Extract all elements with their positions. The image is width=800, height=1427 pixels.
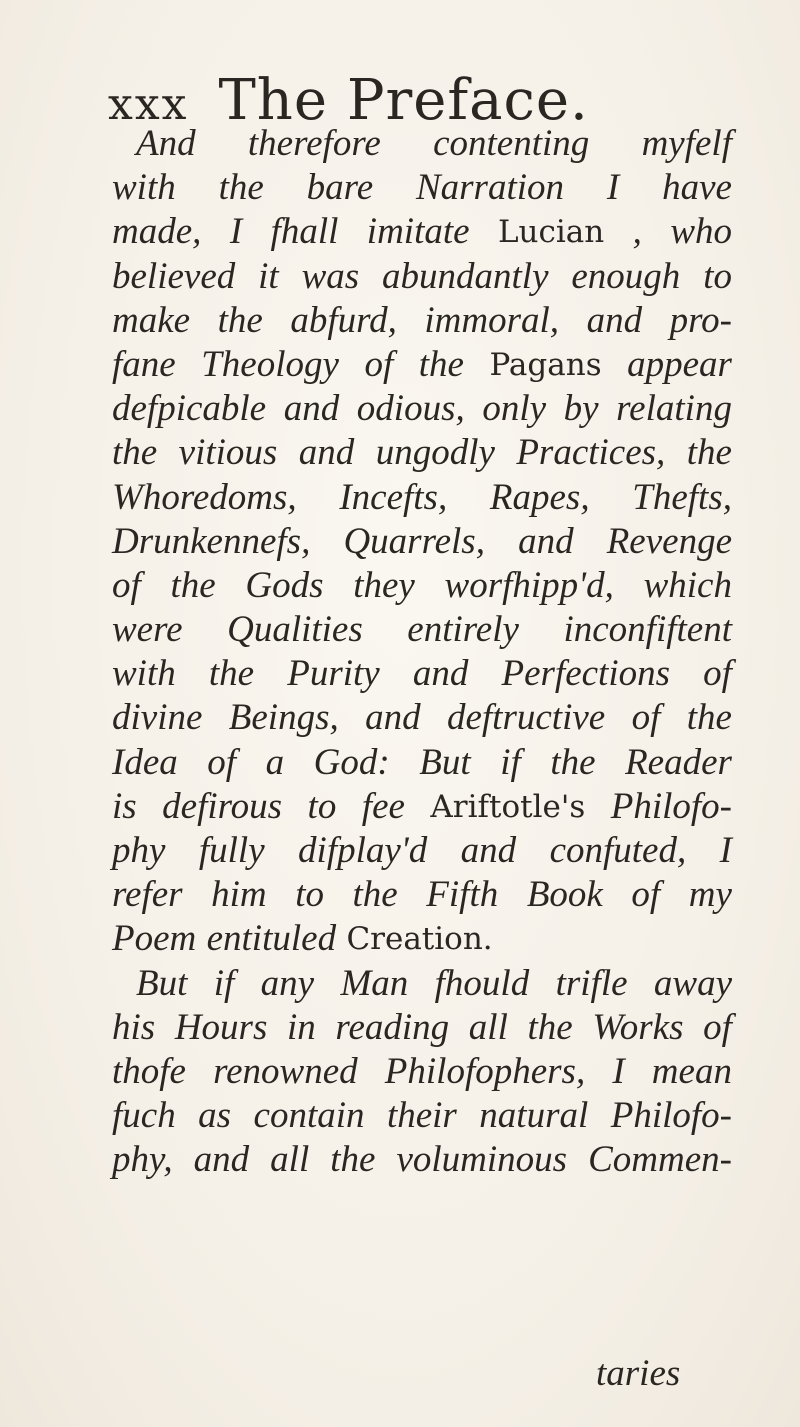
word: Man xyxy=(340,962,409,1004)
word: the xyxy=(330,1139,376,1181)
text-line xyxy=(112,431,732,475)
word: Ariftotle's xyxy=(430,788,586,825)
word: I xyxy=(606,167,620,209)
word: And xyxy=(136,123,196,164)
text-line xyxy=(112,255,732,299)
word: inconfiftent xyxy=(563,609,732,651)
word: abundantly xyxy=(382,255,549,297)
word: God: xyxy=(313,741,390,783)
word: worfhipp'd, xyxy=(444,564,614,606)
word: Quarrels, xyxy=(343,520,485,562)
word: bare xyxy=(306,167,374,209)
word: the xyxy=(686,697,732,739)
word: I xyxy=(612,1050,625,1092)
word: trifle xyxy=(555,962,628,1004)
word: imitate xyxy=(366,211,470,253)
word: Whoredoms, xyxy=(112,476,297,518)
word: if xyxy=(500,741,521,783)
word: Beings, xyxy=(228,697,339,739)
word: Rapes, xyxy=(489,476,590,518)
text-line xyxy=(112,696,732,740)
text-line xyxy=(112,1006,732,1050)
word: contain xyxy=(253,1095,365,1137)
word: and xyxy=(412,653,469,695)
word: their xyxy=(386,1095,457,1137)
word: in xyxy=(287,1006,316,1048)
word: my xyxy=(688,874,732,916)
text-line xyxy=(112,873,732,917)
word: of xyxy=(112,564,141,606)
word: appear xyxy=(627,343,732,385)
text-line xyxy=(112,1094,732,1138)
word: to xyxy=(703,255,732,297)
word: Creation. xyxy=(346,921,493,958)
word: to xyxy=(295,874,324,916)
word: all xyxy=(270,1139,310,1181)
word: Idea xyxy=(112,741,178,783)
word: it xyxy=(258,255,279,297)
word: abfurd, xyxy=(290,299,397,341)
word: Qualities xyxy=(227,609,363,651)
word: by xyxy=(563,388,599,430)
text-line xyxy=(112,917,732,961)
word: odious, xyxy=(356,388,465,430)
word: fhall xyxy=(270,211,339,253)
word: Revenge xyxy=(606,520,732,562)
text-line xyxy=(112,520,732,564)
word: the xyxy=(352,874,398,916)
word: the xyxy=(527,1006,573,1048)
word: is xyxy=(112,785,137,827)
word: him xyxy=(211,874,267,916)
word: away xyxy=(653,962,732,1004)
text-line xyxy=(112,829,732,873)
word: which xyxy=(643,564,732,606)
word: as xyxy=(198,1095,232,1137)
word: Works xyxy=(592,1006,684,1048)
word: immoral, xyxy=(424,299,560,341)
word: of xyxy=(631,874,661,916)
text-line xyxy=(112,210,732,254)
word: Practices, xyxy=(516,432,666,474)
word: But xyxy=(136,962,188,1004)
word: Theology xyxy=(201,343,339,385)
text-line xyxy=(112,1050,732,1094)
word: Hours xyxy=(174,1006,268,1048)
word: of xyxy=(364,343,394,385)
word: have xyxy=(662,167,732,209)
word: was xyxy=(301,255,360,297)
word: with xyxy=(112,167,176,209)
word: fhould xyxy=(434,962,530,1004)
word: phy xyxy=(112,830,166,871)
word: entirely xyxy=(407,609,519,651)
word: fee xyxy=(361,785,405,827)
page-number: xxx xyxy=(108,79,189,130)
word: of xyxy=(207,741,237,783)
running-title: The Preface. xyxy=(218,68,589,133)
word: defpicable xyxy=(112,388,267,430)
word: thofe xyxy=(112,1050,186,1092)
word: they xyxy=(353,564,415,606)
word: Thefts, xyxy=(632,476,732,518)
word: the xyxy=(418,343,464,385)
word: ungodly xyxy=(375,432,495,474)
word: renowned xyxy=(213,1050,358,1092)
word: Narration xyxy=(415,167,565,209)
word: of xyxy=(703,1006,732,1048)
text-line xyxy=(112,299,732,343)
word: refer xyxy=(112,874,183,916)
word: fuch xyxy=(112,1095,176,1137)
text-line xyxy=(112,608,732,652)
word: any xyxy=(260,962,315,1004)
word: phy, xyxy=(112,1139,173,1181)
catchword: taries xyxy=(596,1353,681,1394)
word: fully xyxy=(198,830,265,871)
word: a xyxy=(265,741,285,783)
word: Lucian xyxy=(497,214,605,251)
word: and xyxy=(283,388,340,430)
word: reading xyxy=(335,1006,450,1048)
word: and xyxy=(298,432,355,474)
word: and xyxy=(586,299,643,341)
word: I xyxy=(229,211,243,253)
text-line xyxy=(112,652,732,696)
word: Perfections xyxy=(501,653,671,695)
word: Drunkennefs, xyxy=(112,520,311,562)
word: of xyxy=(631,697,661,739)
word: Poem xyxy=(112,918,197,960)
word: Philofophers, xyxy=(384,1050,586,1092)
word: divine xyxy=(112,697,203,739)
word: Fifth xyxy=(426,874,499,916)
word: believed xyxy=(112,255,236,297)
word: Philofo- xyxy=(610,1095,732,1137)
word: and xyxy=(193,1139,250,1181)
word: relating xyxy=(616,388,732,430)
word: were xyxy=(112,609,183,651)
word: make xyxy=(112,299,191,341)
text-line xyxy=(112,476,732,520)
word: Gods xyxy=(245,564,324,606)
text-line xyxy=(112,741,732,785)
word: pro- xyxy=(669,299,732,341)
word: entituled xyxy=(206,918,337,960)
word: and xyxy=(518,520,574,562)
text-line xyxy=(112,343,732,387)
text-line xyxy=(112,564,732,608)
text-line xyxy=(112,166,732,210)
word: natural xyxy=(479,1095,589,1137)
text-line xyxy=(112,1138,732,1182)
word: Incefts, xyxy=(339,476,448,518)
word: , xyxy=(632,211,642,253)
word: and xyxy=(365,697,421,739)
word: the xyxy=(112,432,158,474)
word: fane xyxy=(112,343,176,385)
word: difplay'd xyxy=(298,830,428,871)
text-line xyxy=(112,122,732,166)
word: contenting xyxy=(433,123,590,164)
word: with xyxy=(112,653,176,695)
word: myfelf xyxy=(641,123,732,164)
word: Book xyxy=(526,874,603,916)
word: enough xyxy=(571,255,681,297)
word: if xyxy=(213,962,235,1004)
body-text xyxy=(112,122,732,1183)
word: of xyxy=(703,653,732,695)
word: Purity xyxy=(287,653,380,695)
word: But xyxy=(419,741,471,783)
word: voluminous xyxy=(396,1139,568,1181)
word: defirous xyxy=(162,785,283,827)
word: Pagans xyxy=(489,346,602,383)
word: the xyxy=(170,564,216,606)
word: the xyxy=(686,432,732,474)
word: the xyxy=(208,653,255,695)
word: Reader xyxy=(625,741,732,783)
word: the xyxy=(217,299,263,341)
word: Philofo- xyxy=(610,785,732,827)
word: Commen- xyxy=(588,1139,732,1181)
word: only xyxy=(482,388,547,430)
text-line xyxy=(112,387,732,431)
word: I xyxy=(719,830,732,871)
word: mean xyxy=(651,1050,732,1092)
word: therefore xyxy=(247,123,381,164)
word: vitious xyxy=(178,432,278,474)
word: deftructive xyxy=(446,697,606,739)
word: to xyxy=(307,785,337,827)
text-line xyxy=(112,785,732,829)
word: and xyxy=(460,830,517,871)
word: made, xyxy=(112,211,202,253)
word: who xyxy=(670,211,732,253)
word: all xyxy=(468,1006,508,1048)
word: the xyxy=(550,741,596,783)
word: the xyxy=(218,167,264,209)
text-line xyxy=(112,962,732,1006)
word: his xyxy=(112,1006,156,1048)
word: confuted, xyxy=(549,830,687,871)
